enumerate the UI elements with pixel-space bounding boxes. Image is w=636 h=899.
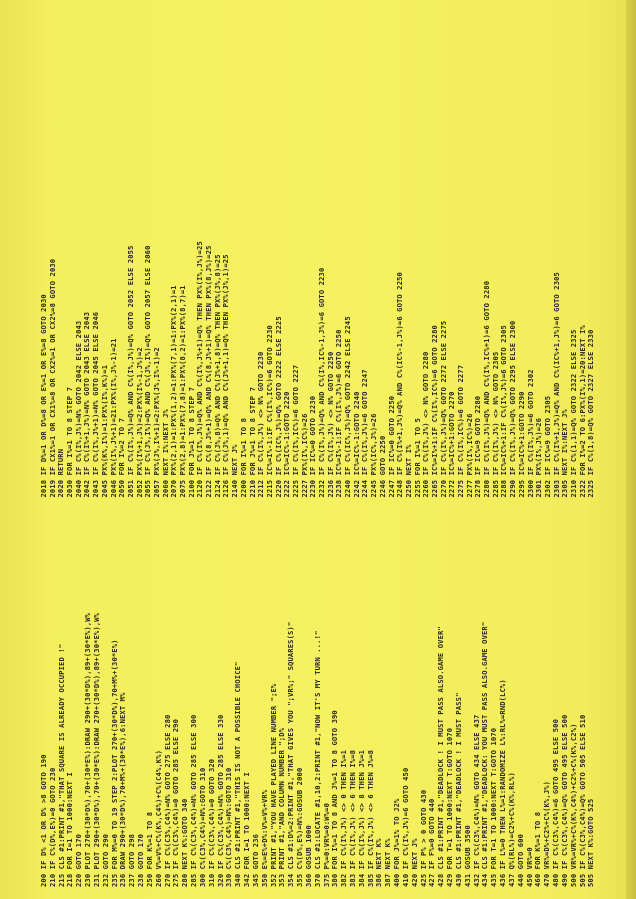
- code-line: 2305 NEXT I%:NEXT J%: [560, 409, 570, 498]
- code-line: 250 FOR K%=1 TO 8: [144, 811, 154, 887]
- code-line: 2300 IF C%(I%,J%)=6 GOTO 2302: [525, 369, 535, 498]
- listing-column-right: [40, 122, 595, 498]
- code-line: 2075 PX%(2,8)=1:PX%(7,8)=1:PX%(8,2)=1:PX%(8,7)=1: [178, 285, 187, 498]
- code-line: 220 GOTO 170: [74, 833, 84, 887]
- code-line: 210 IF C%(D%,E%)=0 GOTO 230: [47, 767, 57, 887]
- code-line: 230 PLOT 270+(30*D%),70+(30*E%):DRAW 290+(30*D%),89+(30*E%),W%: [83, 612, 93, 887]
- code-line: 2236 IF C%(I%,J%) <> N% GOTO 2250: [325, 351, 335, 498]
- code-line: 2240 IF C%(IC%,J%)=Q% GOTO 2242 ELSE 2245: [343, 316, 353, 498]
- code-line: 2100 FOR J%=1 TO 8 STEP 7: [186, 386, 196, 498]
- code-line: 434 CLS #1:PRINT #1,"DEADLOCK: YOU MUST PASS ALSO.GAME OVER": [480, 621, 490, 887]
- code-line: 429 FOR T=1 TO 1000:NEXT T:GOTO 1070: [445, 727, 455, 887]
- code-line: 300 C%(C3%,C4%)=N%:GOTO 310: [197, 767, 207, 887]
- code-line: 237 GOTO 298: [127, 833, 137, 887]
- code-line: 360 GOSUB 1000: [303, 825, 313, 887]
- code-line: 235 FOR M%=0 TO 19 STEP 2:PLOT 270+(30*D%),70+M%+(30*E%): [109, 639, 119, 887]
- code-line: 2303 IF C%(I%+1,J%)=Q% AND C%(IC%+1,J%)=6 GOTO 2305: [551, 272, 561, 498]
- code-line: 386 NEXT K%: [374, 838, 384, 887]
- code-line: 320 IF C%(C3%,C4%)=N% GOTO 285 ELSE 330: [215, 714, 225, 887]
- code-line: 385 IF C%(I%,J%) <> 6 THEN J%=8: [365, 749, 375, 887]
- code-line: 270 IF C%(C3%,C4%)=N% GOTO 275 ELSE 280: [162, 714, 172, 887]
- code-line: 425 IF P% > 0 GOTO 430: [418, 789, 428, 887]
- code-line: 375 P%=0:VR%=0:W%=0: [321, 803, 331, 887]
- code-line: 382 IF C%(I%,J%) <> 0 THEN I%=1: [339, 749, 349, 887]
- code-line: 2060 NEXT I%:NEXT J%: [160, 409, 170, 498]
- code-line: 437 Q%(RL%)=C2%+C%(K%,RL%): [506, 772, 516, 887]
- code-line: 2126 IF C%(J%,1)=Q% AND C%(J%+1,1)=Q% THEN PX%(J%,1)=25: [221, 254, 231, 498]
- code-line: 431 GOSUB 3500: [462, 825, 472, 887]
- code-line: 2040 IF C%(I%,J%)=N% GOTO 2042 ELSE 2043: [73, 320, 83, 498]
- code-line: 355 C%(D%,E%)=N%:GOSUB 2000: [295, 767, 305, 887]
- code-line: 430 CLS #1:PRINT #1,"DEADLOCK ! I MUST PASS": [453, 692, 463, 887]
- code-line: 330 C%(C3%,C4%)=N%:GOTO 310: [224, 767, 234, 887]
- code-line: 2052 PX%(I%+1,J%)=2:PX%(I%-1,J%)=2: [134, 347, 144, 498]
- code-line: 280 NEXT K%:GOTO 340: [180, 798, 190, 887]
- code-line: 2057 PX%(J%,I%+1)=2:PX%(J%,I%-1)=2: [151, 347, 161, 498]
- code-line: 2255 FOR I%=1 TO 5: [412, 417, 422, 498]
- code-line: 2070 PX%(2,1)=1:PX%(1,2)=1:PX%(7,1)=1:PX%(2,1)=1: [169, 285, 179, 498]
- code-line: 2220 IF C%(IC%,J%)=Q% GOTO 2222 ELSE 2225: [273, 316, 283, 498]
- code-line: 310 IF C%(C3%,C4%)=0 GOTO 320: [206, 758, 216, 887]
- code-line: 2045 PX%(K%,I%)=1:PX%(I%,K%)=1: [99, 364, 109, 498]
- code-line: 238 GOTO 170: [136, 833, 146, 887]
- code-line: 2325 IF C%(1,8)=Q% GOTO 2327 ELSE 2330: [586, 329, 596, 498]
- code-line: 353 PRINT #1,"AND COLUMN NUMBER ";D%: [277, 727, 287, 887]
- code-line: 505 NEXT K%:GOTO 525: [586, 798, 596, 887]
- code-line: 218 FOR I=1 TO 1000:NEXT I: [65, 772, 75, 887]
- listing-column-left: [40, 512, 595, 888]
- code-line: 2124 IF C%(J%,8)=Q% AND C%(J%+1,8)=Q% THEN PX%(J%,8)=25: [212, 254, 222, 498]
- code-line: 2275 IF C%(I%,IC%)=6 GOTO 2277: [456, 364, 465, 498]
- code-line: 2260 IF C%(I%,J%) <> N% GOTO 2280: [421, 351, 431, 498]
- code-line: 2244 IF C%(I%,J%)=6 GOTO 2247: [360, 369, 370, 498]
- code-line: 2288 IC%=IC%+1:IF C%(I%,J%)=6 GOTO 2305: [499, 325, 509, 498]
- page-binding-edge: [626, 0, 636, 899]
- code-line: 352 PRINT #1,"YOU HAVE PLAYED LINE NUMBER ";E%: [268, 683, 278, 887]
- code-line: 236 DRAW 290+(30*D%),70+M%+(30*E%),6:NEXT M%: [118, 692, 128, 887]
- code-line: 2227 PX%(I%,IC%)=26: [299, 413, 309, 498]
- code-line: 2242 IC%=IC%-1:GOTO 2240: [351, 391, 361, 498]
- code-line: 436 IF L%=0 THEN L%=1:RANDOMIZE L%:RL%=RND(LC%): [498, 679, 508, 887]
- code-line: 2277 PX%(I%,IC%)=26: [464, 413, 474, 498]
- code-line: 2302 IF IC%=9 GOTO 2305: [542, 395, 552, 498]
- code-line: 260 V%=V%+C%(K%,C4%)+C%(C4%,K%): [153, 749, 163, 887]
- code-line: 387 NEXT K%: [383, 838, 393, 887]
- code-line: 428 CLS #1:PRINT #1,"DEADLOCK ! I MUST PASS ALSO.GAME OVER": [436, 626, 446, 887]
- code-line: 2322 FOR I%=2 TO 6:PX%(I%,1)=20:NEXT I%: [577, 325, 587, 498]
- code-line: 450 VR%=0: [524, 847, 534, 887]
- code-line: 370 CLS #1:LOCATE #1,10,2:PRINT #1,"NOW IT'S MY TURN ...!": [312, 630, 322, 887]
- code-line: 2247 IF IC%=0 GOTO 2250: [386, 395, 396, 498]
- code-line: 215 CLS #1:PRINT #1,"THAT SQUARE IS ALREADY OCCUPIED !": [56, 643, 66, 887]
- code-line: 2265 IC%=I%+1:IF C%(I%,IC%)=6 GOTO 2280: [429, 325, 439, 498]
- code-line: 2030 FOR I%=1 TO 8 STEP 7: [65, 386, 75, 498]
- code-line: 2051 IF C%(I%,J%)=Q% AND C%(I%,J%)=Q% GOTO 2052 ELSE 2055: [125, 245, 135, 498]
- code-line: 2280 IF C%(I%,J%)=Q% AND C%(I%,IC%+1)=6 GOTO 2280: [482, 280, 492, 498]
- code-line: 2215 IC%=I%-1:IF C%(I%,IC%)=6 GOTO 2230: [264, 325, 274, 498]
- code-line: 2018 IF D%=1 OR D%=8 OR E%=1 OR E%=8 GOTO 2030: [39, 294, 48, 498]
- code-line: 2210 FOR J%=1 TO 8 STEP 7: [247, 386, 257, 498]
- code-line: 2245 PX%(IC%,J%)=26: [369, 413, 379, 498]
- code-line: 231 PLOT 290+(30*D%),70+(30*E%):DRAW 270+(30*D%),89+(30*E%),W%: [91, 612, 101, 887]
- code-line: 2272 IC%=IC%+1:GOTO 2270: [447, 391, 457, 498]
- code-line: 427 IF F%=0 GOTO 440: [427, 798, 437, 887]
- code-line: 200 IF D% <1 OR D% >8 GOTO 190: [39, 754, 48, 887]
- code-line: 2122 IF C%(8,J%+1)=Q% AND C%(8,J%+1)=Q% THEN PX%(8,J%)=25: [204, 245, 214, 498]
- code-line: 383 IF C%(I%,J%) <> 6 THEN I%=8: [347, 749, 357, 887]
- code-line: 420 NEXT J%: [409, 838, 419, 887]
- code-line: 2140 NEXT J%: [230, 444, 240, 498]
- code-line: 340 CLS #1:PRINT #1,"THIS IS NOT A POSSIBLE CHOICE": [233, 661, 243, 887]
- code-line: 275 IF C%(C3%,C4%)=0 GOTO 285 ELSE 290: [171, 719, 181, 887]
- code-line: 384 IF C%(I%,J%) <> 8 THEN J%=1: [356, 749, 366, 887]
- code-line: 380 FOR I%=1 TO 8 AND J%=1 TO 8 GOTO 390: [330, 710, 340, 887]
- code-line: 2200 FOR I%=1 TO 8: [238, 417, 248, 498]
- code-line: 400 FOR J%=1% TO J2%: [392, 798, 402, 887]
- basic-program-listing: [40, 122, 595, 887]
- code-line: 2055 IF C%(J%,I%)=Q% AND C%(J%,I%)=Q% GOTO 2057 ELSE 2060: [143, 245, 153, 498]
- code-line: 2310 IF C%(1,1)=Q% GOTO 2322 ELSE 2325: [568, 329, 578, 498]
- code-line: 2120 IF C%(I%,J%)=Q% AND C%(I%,J%+1)=Q% THEN PX%(I%,J%)=25: [195, 241, 205, 498]
- code-line: 432 IF C%(C3%,C4%)=N% GOTO 434 ELSE 437: [471, 714, 481, 887]
- code-line: 2043 IF C%(I%,J%+1)=N% GOTO 2045 ELSE 2046: [91, 311, 101, 498]
- code-line: 410 IF C%(I%,J%)=6 GOTO 450: [400, 767, 410, 887]
- code-line: 480 IF C%(C3%,C4%)=6 GOTO 495 ELSE 500: [551, 719, 561, 887]
- code-line: 2020 RETURN: [56, 448, 66, 498]
- code-line: 2285 IF C%(I%,J%) <> N% GOTO 2305: [490, 351, 500, 498]
- code-line: 470 VR%=D%+C2%+C%(K%,J%): [542, 780, 552, 887]
- code-line: 2246 GOTO 2250: [377, 435, 387, 498]
- code-line: 2232 IF C%(I%,J%)=Q% AND C%(I%,IC%-1,J%)=6 GOTO 2230: [317, 267, 326, 498]
- code-line: 490 IF C%(C3%,C4%)=Q% GOTO 495 ELSE 500: [559, 714, 569, 887]
- code-line: 435 FOR T=1 TO 1000:NEXT T:GOTO 1070: [489, 727, 499, 887]
- code-line: 440 GOTO 600: [515, 833, 525, 887]
- code-line: 2278 IF IC%=9 GOTO 2280: [473, 395, 483, 498]
- code-line: 285 IF C%(C3%,C4%)=N% GOTO 285 ELSE 300: [189, 714, 199, 887]
- code-line: 460 FOR K%=1 TO 8: [533, 811, 543, 887]
- code-line: 354 CLS #1:D%=2:PRINT #1,"THAT GIVES YOU ";VR%;" SQUARES(S)": [286, 621, 296, 887]
- code-line: 2230 IF IC%=0 GOTO 2230: [308, 395, 318, 498]
- code-line: 2290 IF C%(I%,J%)=Q% GOTO 2295 ELSE 2300: [508, 320, 518, 498]
- code-line: 2042 IF C%(I%+1,J%)=N% GOTO 2043 ELSE 2043: [82, 311, 92, 498]
- code-line: 345 GOTO 236: [250, 833, 260, 887]
- code-line: 2212 IF C%(I%,J%) <> N% GOTO 2230: [256, 351, 266, 498]
- code-line: 2225 IF C%(I%,IC%)=6 GOTO 2227: [290, 364, 300, 498]
- code-line: 2250 NEXT I%: [403, 444, 413, 498]
- code-line: 2050 FOR I%=2 TO 7: [117, 417, 127, 498]
- code-line: 2046 PX%(I%,J%+1)=21:PX%(I%,J%-1)=21: [108, 338, 118, 498]
- code-line: 2019 IF CX1%=1 OR CX1%=8 OR CX2%=1 OR CX2%=8 GOTO 2030: [47, 258, 57, 498]
- code-line: 342 FOR I=1 TO 1000:NEXT I: [242, 772, 252, 887]
- code-line: 2295 IC%=IC%+1:GOTO 2290: [516, 391, 526, 498]
- code-line: 232 GOTO 290: [100, 833, 110, 887]
- code-line: 2222 IC%=IC%-1:GOTO 2220: [282, 391, 292, 498]
- code-line: 2270 IF C%(I%,J%)=Q% GOTO 2272 ELSE 2275: [438, 320, 448, 498]
- code-line: 350 E%=E%+D%:V%=V%+VR%: [259, 789, 269, 887]
- code-line: 2248 IF C%(I%+1,J%)=Q% AND C%(IC%-1,J%)=6 GOTO 2250: [395, 272, 405, 498]
- code-line: 500 VR%=VR%+C%(K%,C4%)+C2%+C%(K%,C2%): [568, 723, 578, 887]
- code-line: 2238 IC%=I%-1:IF C%(I%,J%)=6 GOTO 2250: [334, 329, 344, 498]
- code-line: 505 IF C%(C3%,C4%)=Q% GOTO 505 ELSE 510: [577, 714, 587, 887]
- code-line: 2301 PX%(I%,J%)=26: [534, 417, 544, 498]
